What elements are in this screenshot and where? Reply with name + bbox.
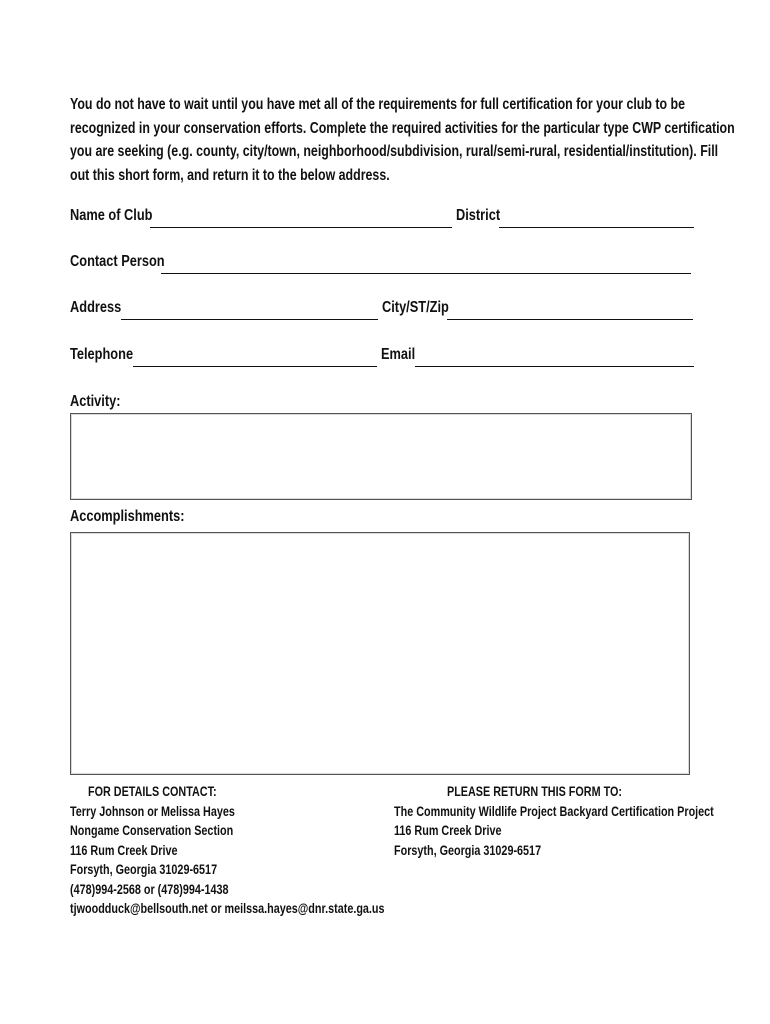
name-of-club-label: Name of Club	[70, 207, 153, 224]
email-field[interactable]	[415, 366, 694, 367]
district-field[interactable]	[499, 227, 694, 228]
contact-line: Nongame Conservation Section	[70, 823, 234, 838]
contact-email: tjwoodduck@bellsouth.net or meilssa.hayes@dnr.state.ga.us	[70, 901, 385, 916]
activity-textarea[interactable]	[70, 413, 692, 500]
city-st-zip-label: City/ST/Zip	[382, 299, 449, 316]
return-to-heading: PLEASE RETURN THIS FORM TO:	[447, 784, 623, 799]
intro-line: recognized in your conservation efforts. Complete the required activities for the particular type CWP certification	[70, 119, 735, 137]
return-line: 116 Rum Creek Drive	[394, 823, 502, 838]
accomplishments-textarea[interactable]	[70, 532, 690, 775]
intro-line: out this short form, and return it to the below address.	[70, 166, 390, 184]
district-label: District	[456, 207, 501, 224]
telephone-field[interactable]	[133, 366, 377, 367]
contact-person-label: Contact Person	[70, 253, 165, 270]
contact-line: 116 Rum Creek Drive	[70, 842, 178, 858]
contact-line: Terry Johnson or Melissa Hayes	[70, 803, 235, 819]
contact-line: Forsyth, Georgia 31029-6517	[70, 862, 218, 877]
details-contact-heading: FOR DETAILS CONTACT:	[88, 784, 217, 799]
return-line: The Community Wildlife Project Backyard Certification Project	[394, 803, 714, 819]
address-label: Address	[70, 299, 122, 316]
activity-label: Activity:	[70, 393, 121, 410]
telephone-label: Telephone	[70, 346, 134, 363]
intro-paragraph	[70, 93, 735, 187]
details-contact-block	[70, 782, 390, 919]
name-of-club-field[interactable]	[150, 227, 452, 228]
return-line: Forsyth, Georgia 31029-6517	[394, 842, 542, 858]
intro-line: You do not have to wait until you have met all of the requirements for full certification for your club to be	[70, 96, 686, 113]
city-st-zip-field[interactable]	[447, 319, 693, 320]
return-to-block	[394, 782, 724, 860]
address-field[interactable]	[121, 319, 378, 320]
email-label: Email	[381, 346, 416, 363]
accomplishments-label: Accomplishments:	[70, 508, 185, 525]
contact-person-field[interactable]	[161, 273, 691, 274]
contact-phone: (478)994-2568 or (478)994-1438	[70, 881, 229, 897]
intro-line: you are seeking (e.g. county, city/town, neighborhood/subdivision, rural/semi-rural, residential/institution). Fill	[70, 143, 719, 160]
